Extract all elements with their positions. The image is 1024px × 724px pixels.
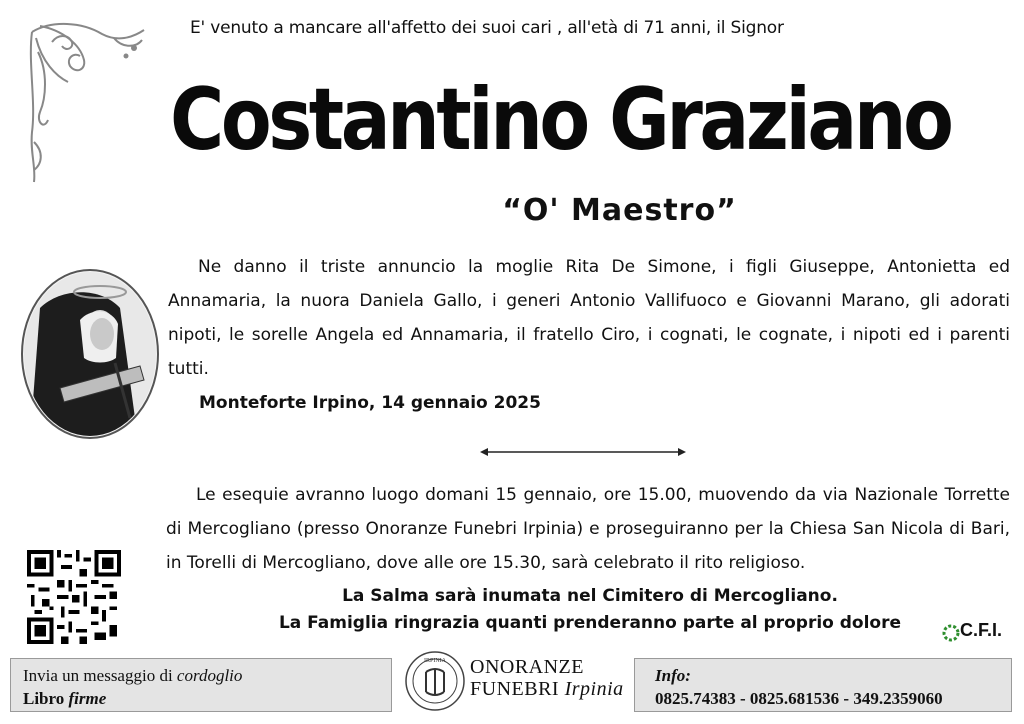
intro-text: E' venuto a mancare all'affetto dei suoi cari , all'età di 71 anni, il Signor	[190, 18, 784, 38]
deceased-name: Costantino Graziano	[170, 70, 951, 170]
place-date: Monteforte Irpino, 14 gennaio 2025	[199, 393, 541, 413]
brand-name: ONORANZE FUNEBRI Irpinia	[470, 656, 624, 700]
divider-arrow-icon	[478, 446, 688, 458]
info-box	[634, 658, 1012, 712]
funeral-paragraph: Le esequie avranno luogo domani 15 gennaio, ore 15.00, muovendo da via Nazionale Torrette di Mercogliano (presso Onoranze Funebri Irpinia) e proseguiranno per la Chiesa San Nicola di Bari, in Torelli di Mercogliano, dove alle ore 15.30, sarà celebrato il rito religioso.	[166, 485, 1010, 573]
guestbook-link[interactable]: Libro firme	[23, 689, 107, 708]
nickname: “O' Maestro”	[502, 193, 737, 228]
svg-text:IRPINIA: IRPINIA	[424, 658, 446, 664]
family-thanks: La Famiglia ringrazia quanti prenderanno parte al proprio dolore	[278, 613, 902, 633]
condolence-message-link[interactable]: Invia un messaggio di cordoglio	[23, 666, 243, 685]
info-label: Info:	[655, 666, 691, 685]
cfi-logo-icon	[942, 624, 960, 642]
phone-numbers[interactable]: 0825.74383 - 0825.681536 - 349.2359060	[655, 689, 943, 708]
burial-notice: La Salma sarà inumata nel Cimitero di Mercogliano.	[342, 586, 838, 606]
condolence-box[interactable]	[10, 658, 392, 712]
cfi-logo-text: C.F.I.	[960, 620, 1003, 640]
corner-ornament-icon	[22, 12, 152, 187]
announcement-paragraph: Ne danno il triste annuncio la moglie Rita De Simone, i figli Giuseppe, Antonietta ed Annamaria, la nuora Daniela Gallo, i generi Antonio Vallifuoco e Giovanni Marano, gli adorati nipoti, le sorelle Angela ed Annamaria, il fratello Ciro, i cognati, le cognate, i nipoti ed i parenti tutti.	[168, 257, 1010, 379]
saint-portrait-icon	[20, 268, 160, 440]
funeral-seal-icon	[404, 650, 466, 712]
qr-code-icon[interactable]	[27, 550, 121, 644]
